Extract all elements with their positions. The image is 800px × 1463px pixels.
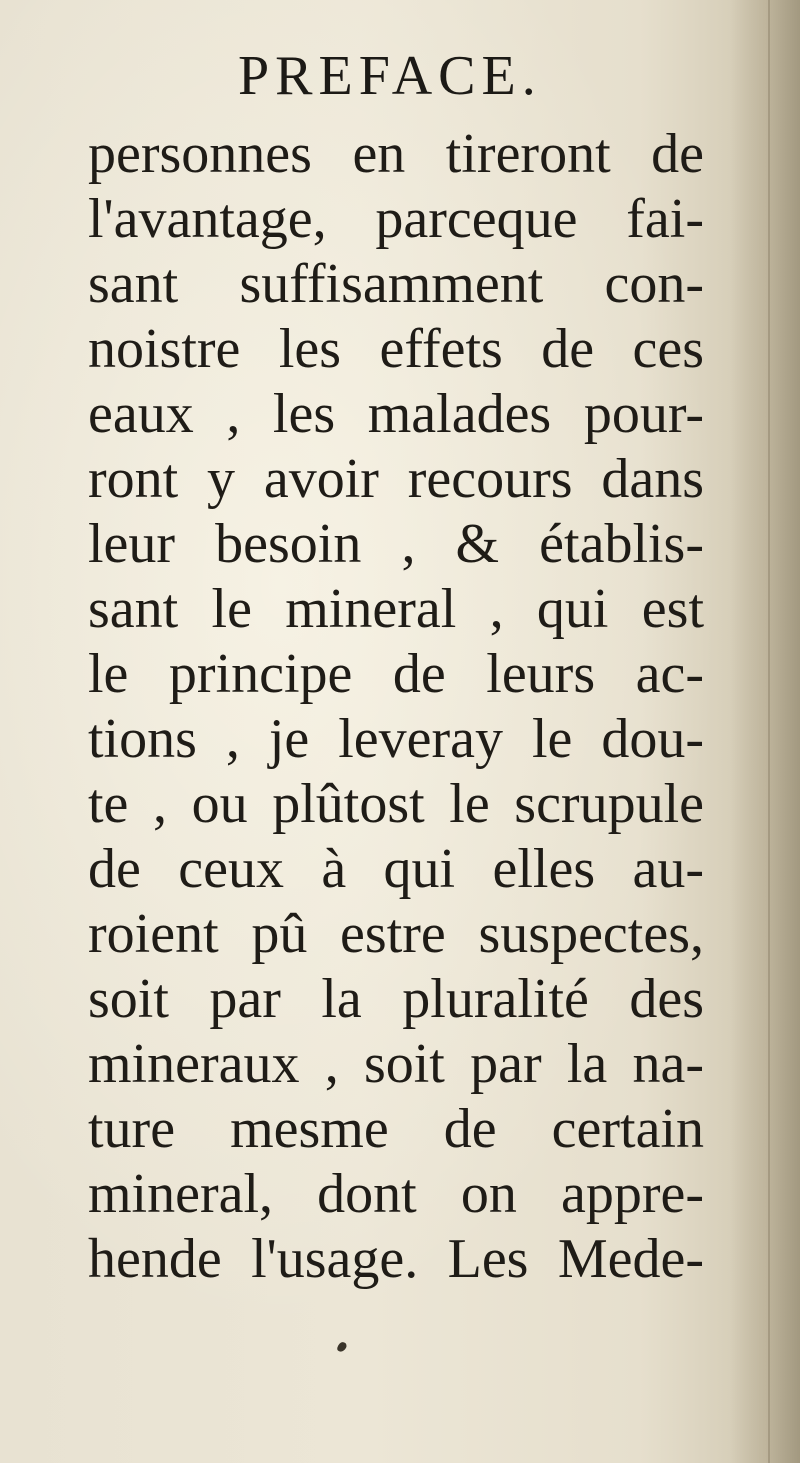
text-line: sant suffisamment con- — [88, 253, 704, 315]
text-line: le principe de leurs ac- — [88, 643, 704, 705]
text-line: tions , je leveray le dou- — [88, 708, 704, 770]
page-edge — [768, 0, 770, 1463]
text-line: te , ou plûtost le scrupule — [88, 773, 704, 835]
text-line: ront y avoir recours dans — [88, 448, 704, 510]
body-text — [88, 122, 704, 1292]
text-line: roient pû estre suspectes, — [88, 903, 704, 965]
text-line: personnes en tireront de — [88, 123, 704, 185]
text-line: mineral, dont on appre- — [88, 1163, 704, 1225]
text-line: l'avantage, parceque fai- — [88, 188, 704, 250]
text-line: soit par la pluralité des — [88, 968, 704, 1030]
text-line: mineraux , soit par la na- — [88, 1033, 704, 1095]
text-line: ture mesme de certain — [88, 1098, 704, 1160]
ink-blot-mark — [336, 1341, 347, 1353]
text-line: noistre les effets de ces — [88, 318, 704, 380]
text-line: leur besoin , & établis- — [88, 513, 704, 575]
page-gutter-shadow — [730, 0, 800, 1463]
text-line: eaux , les malades pour- — [88, 383, 704, 445]
running-head: PREFACE. — [238, 45, 542, 107]
text-line: sant le mineral , qui est — [88, 578, 704, 640]
text-line: de ceux à qui elles au- — [88, 838, 704, 900]
text-line: hende l'usage. Les Mede- — [88, 1228, 704, 1290]
